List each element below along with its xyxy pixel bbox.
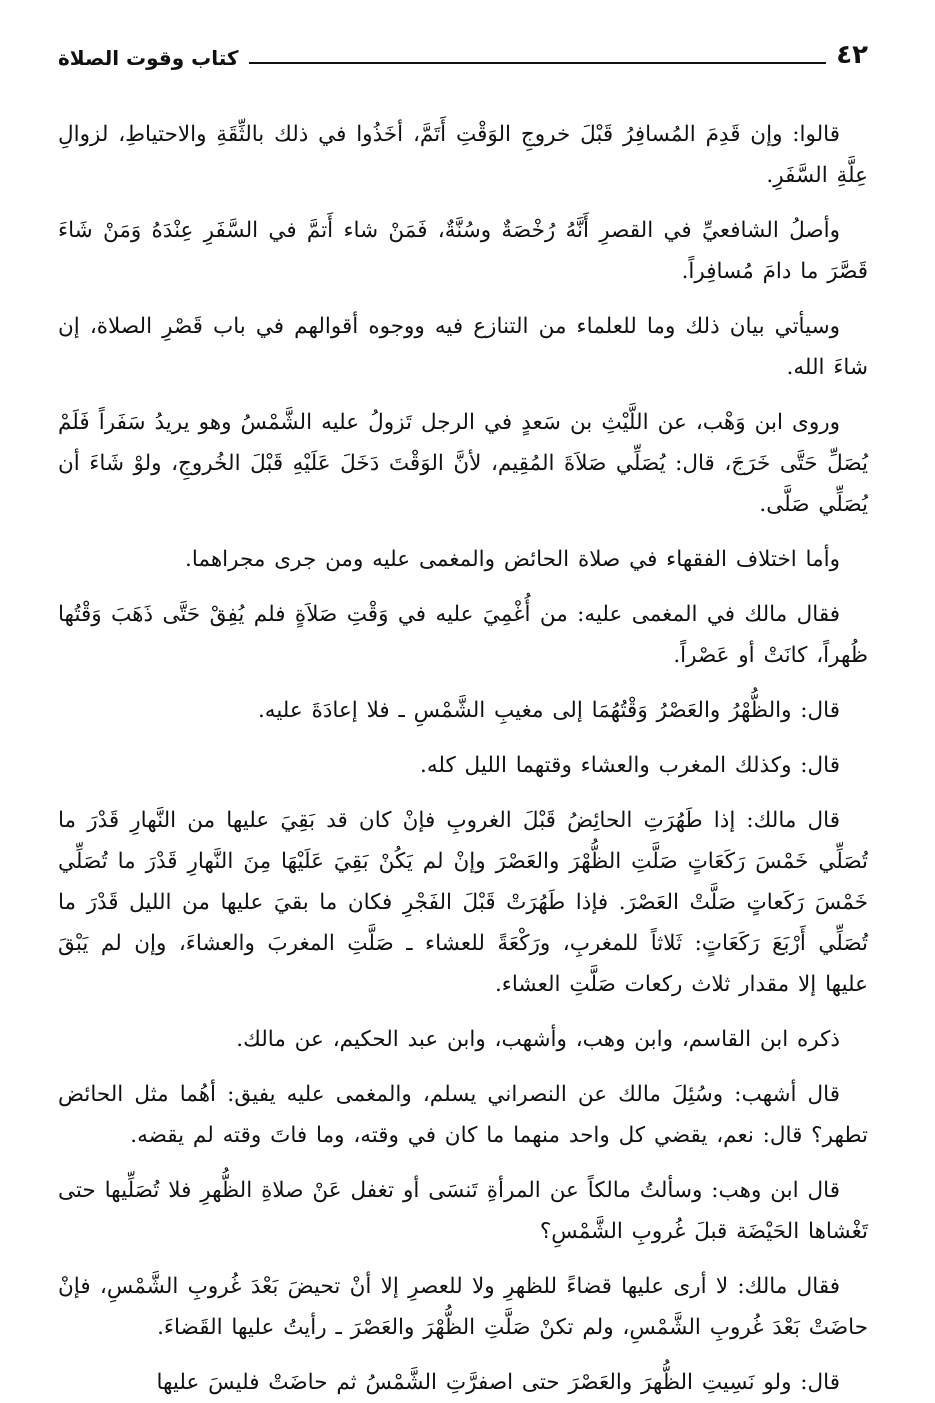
paragraph: قال ابن وهب: وسألتُ مالكاً عن المرأةِ تَنسَى أو تغفل عَنْ صلاةِ الظُّهرِ فلا تُصَلِّيها حتى تَغْشاها الحَيْضَة قبلَ غُروبِ الشَّمْسِ؟ [58, 1178, 868, 1244]
paragraph: وأما اختلاف الفقهاء في صلاة الحائض والمغمى عليه ومن جرى مجراهما. [185, 547, 840, 572]
paragraph: وسيأتي بيان ذلك وما للعلماء من التنازع فيه ووجوه أقوالهم في باب قَصْرِ الصلاة، إن شاءَ الله. [58, 314, 868, 380]
chapter-title: كتاب وقوت الصلاة [58, 46, 239, 70]
paragraph: قالوا: وإن قَدِمَ المُسافِرُ قَبْلَ خروجِ الوَقْتِ أَتَمَّ، أخَذُوا في ذلك بالثِّقَةِ والاحتياطِ، لزوالِ عِلَّةِ السَّفَرِ. [58, 122, 868, 188]
page-number: ٤٢ [836, 40, 868, 70]
page-body [58, 114, 868, 1403]
paragraph: ذكره ابن القاسم، وابن وهب، وأشهب، وابن عبد الحكيم، عن مالك. [236, 1027, 840, 1052]
running-head [58, 30, 868, 74]
paragraph: قال: والظُّهْرُ والعَصْرُ وَقْتُهُمَا إلى مغيبِ الشَّمْسِ ـ فلا إعادَةَ عليه. [257, 698, 840, 723]
paragraph: وأصلُ الشافعيِّ في القصرِ أَنَّهُ رُخْصَةٌ وسُنَّةٌ، فَمَنْ شاء أَتمَّ في السَّفَرِ عِنْدَهُ وَمَنْ شَاءَ قَصَّرَ ما دامَ مُسافِراً. [58, 218, 868, 284]
paragraph: وروى ابن وَهْب، عن اللَّيْثِ بن سَعدٍ في الرجل تَزولُ عليه الشَّمْسُ وهو يريدُ سَفَراً فَلَمْ يُصَلِّ حَتَّى خَرَجَ، قال: يُصَلِّي صَلاَةَ المُقِيم، لأنَّ الوَقْتَ دَخَلَ عَلَيْهِ قَبْلَ الخُروجِ، ولوْ شَاءَ أن يُصَلِّي صَلَّى. [58, 410, 868, 517]
paragraph: فقال مالك: لا أرى عليها قضاءً للظهرِ ولا للعصرِ إلا أنْ تحيضَ بَعْدَ غُروبِ الشَّمْسِ، فإنْ حاضَتْ بَعْدَ غُروبِ الشَّمْسِ، ولم تكنْ صَلَّتِ الظُّهْرَ والعَصْرَ ـ رأيتُ عليها القَضاءَ. [58, 1274, 868, 1340]
paragraph: قال: وكذلك المغرب والعشاء وقتهما الليل كله. [420, 753, 840, 778]
book-page [58, 30, 868, 1395]
paragraph: قال أشهب: وسُئِلَ مالك عن النصراني يسلم، والمغمى عليه يفيق: أهُما مثل الحائض تطهر؟ قال: نعم، يقضي كل واحد منهما ما كان في وقته، وما فاتَ وقته لم يقضه. [58, 1082, 868, 1148]
paragraph: قال: ولو نَسِيتِ الظُّهرَ والعَصْرَ حتى اصفرَّتِ الشَّمْسُ ثم حاضَتْ فليسَ عليها [156, 1370, 840, 1395]
paragraph: فقال مالك في المغمى عليه: من أُغْمِيَ عليه في وَقْتِ صَلاَةٍ فلم يُفِقْ حَتَّى ذَهَبَ وَقْتُها ظُهراً، كانَتْ أو عَصْراً. [58, 602, 868, 668]
paragraph: قال مالك: إذا طَهُرَتِ الحائِضُ قَبْلَ الغروبِ فإنْ كان قد بَقِيَ عليها من النَّهارِ قَدْرَ ما تُصَلِّي خَمْسَ رَكَعَاتٍ صَلَّتِ الظُّهْرَ والعَصْرَ وإنْ لم يَكُنْ بَقِيَ عَلَيْهَا مِنَ النَّهارِ قَدْرَ ما تُصَلِّي خَمْسَ رَكَعاتٍ صَلَّتْ العَصْرَ. فإذا طَهُرَتْ قَبْلَ الفَجْرِ فكان ما بقيَ عليها من الليل قَدْرَ ما تُصَلِّي أَرْبَعَ رَكَعَاتٍ: ثَلاثاً للمغربِ، ورَكْعَةً للعشاء ـ صَلَّتِ المغربَ والعشاءَ، وإن لم يَبْقَ عليها إلا مقدار ثلاث ركعات صَلَّتِ العشاء. [58, 808, 868, 997]
header-rule [249, 62, 827, 64]
